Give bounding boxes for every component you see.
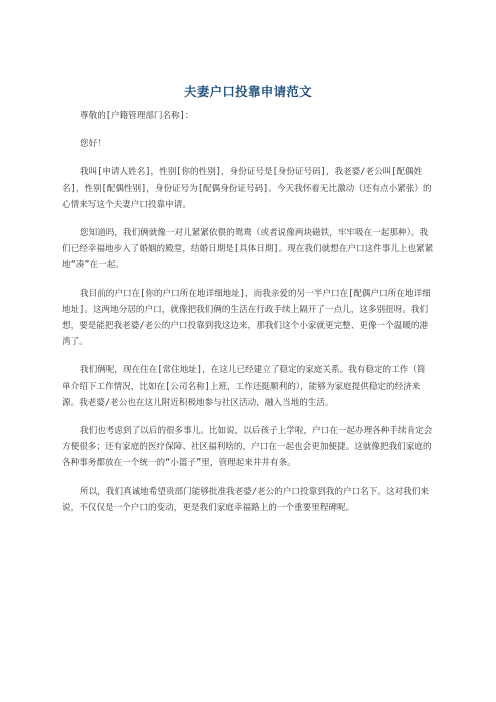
body-paragraph-5: 我们也考虑到了以后的很多事儿。比如说，以后孩子上学啦，户口在一起办理各种手续肯定会方便很多；还有家庭的医疗保障、社区福利啥的，户口在一起也会更加便捷。这就像把我们家庭的各种事务都放在一个统一的“小篮子”里，管理起来井井有条。 [62,426,433,469]
body-paragraph-3: 我目前的户口在[你的户口所在地详细地址]，而我亲爱的另一半户口在[配偶户口所在地详细地址]。这两地分居的户口，就像把我们俩的生活在行政手续上隔开了一点儿，这多别扭呀。我们想，要是能把我老婆/老公的户口投靠到我这边来，那我们这个小家就更完整、更像一个温暖的港湾了。 [62,288,431,348]
body-paragraph-1: 我叫[申请人姓名]，性别[你的性别]，身份证号是[身份证号码]，我老婆/老公叫[配偶姓名]，性别[配偶性别]，身份证号为[配偶身份证号码]。今天我怀着无比激动（还有点小紧张）的心情来写这个夫妻户口投靠申请。 [62,167,432,210]
body-paragraph-2: 您知道吗，我们俩就像一对儿紧紧依偎的鸳鸯（或者说像两块磁铁，牢牢吸在一起那种）。我们已经幸福地步入了婚姻的殿堂，结婚日期是[具体日期]。现在我们就想在户口这件事儿上也紧紧地“凑”在一起。 [62,228,434,271]
greeting: 您好！ [80,139,106,150]
salutation: 尊敬的[户籍管理部门名称]： [80,111,194,121]
body-paragraph-6: 所以，我们真诚地希望贵部门能够批准我老婆/老公的户口投靠到我的户口名下。这对我们来说，不仅仅是一个户口的变动，更是我们家庭幸福路上的一个重要里程碑呢。 [62,486,429,513]
document-body [62,108,434,528]
document-title: 夫妻户口投靠申请范文 [183,84,312,99]
body-paragraph-4: 我们俩呢，现在住在[常住地址]，在这儿已经建立了稳定的家庭关系。我有稳定的工作（简单介绍下工作情况，比如在[公司名称]上班，工作还挺顺利的），能够为家庭提供稳定的经济来源。我老婆/老公也在这儿附近积极地参与社区活动，融入当地的生活。 [62,365,426,408]
